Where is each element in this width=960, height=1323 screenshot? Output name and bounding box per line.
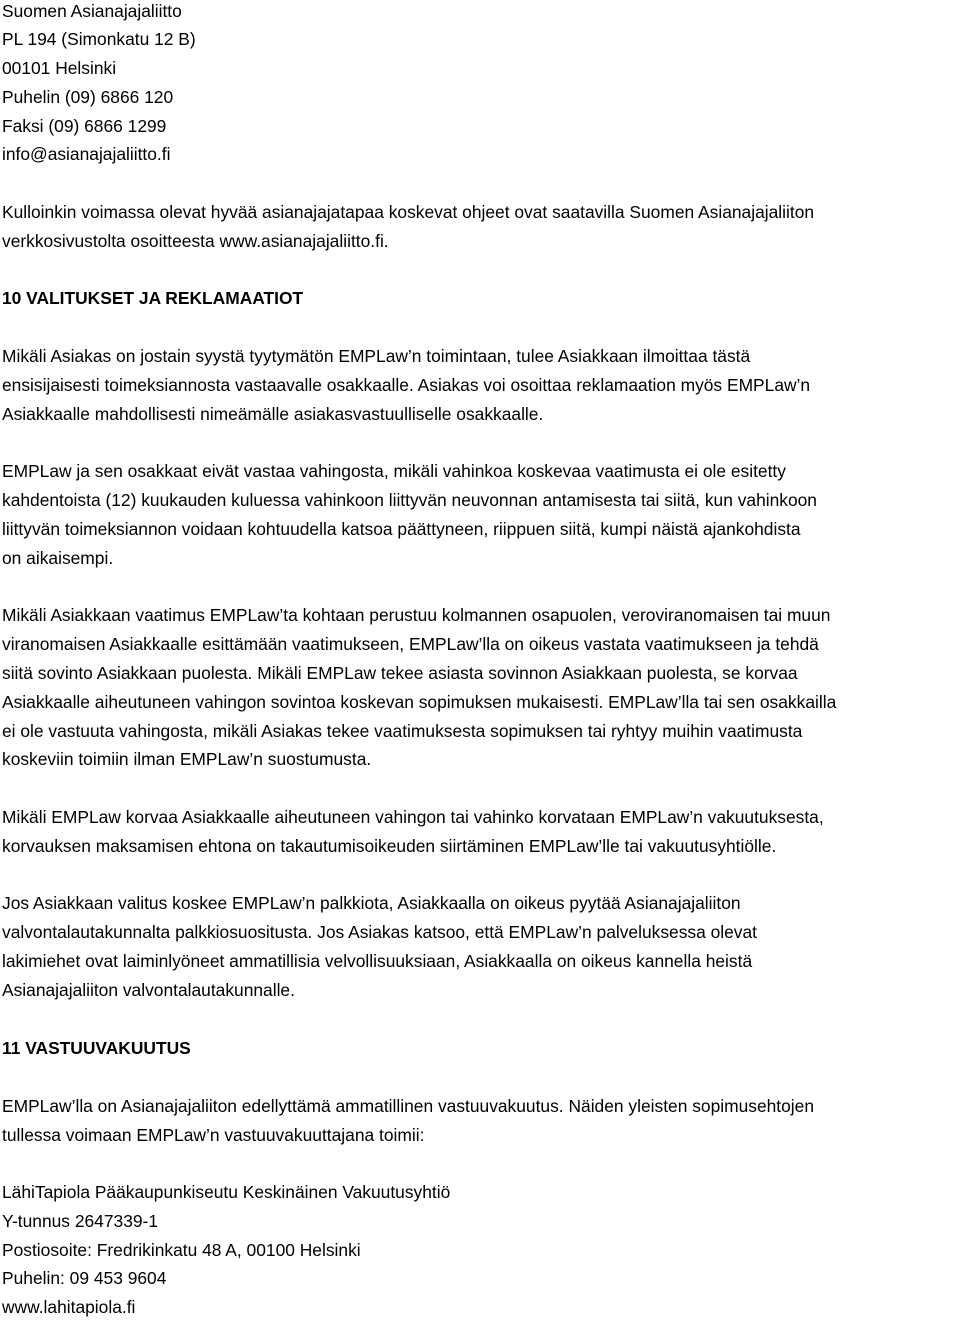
address-po-box: PL 194 (Simonkatu 12 B) xyxy=(2,29,196,49)
section-10-p5-line: lakimiehet ovat laiminlyöneet ammatillisia velvollisuuksiaan, Asiakkaalla on oikeus kannella heistä xyxy=(2,951,753,971)
section-10-p2-line: on aikaisempi. xyxy=(2,548,114,568)
insurer-address: Postiosoite: Fredrikinkatu 48 A, 00100 Helsinki xyxy=(2,1240,361,1260)
section-10-p3-line: siitä sovinto Asiakkaan puolesta. Mikäli EMPLaw tekee asiasta sovinnon Asiakkaan puolesta, se korvaa xyxy=(2,663,798,683)
insurer-website[interactable]: www.lahitapiola.fi xyxy=(2,1297,136,1317)
intro-line-1: Kulloinkin voimassa olevat hyvää asianajajatapaa koskevat ohjeet ovat saatavilla Suomen Asianajajaliiton xyxy=(2,202,815,222)
section-10-p1-line: Asiakkaalle mahdollisesti nimeämälle asiakasvastuulliselle osakkaalle. xyxy=(2,404,544,424)
section-10-p4-line: korvauksen maksamisen ehtona on takautumisoikeuden siirtäminen EMPLaw’lle tai vakuutusyhtiölle. xyxy=(2,836,777,856)
address-postal: 00101 Helsinki xyxy=(2,58,117,78)
address-org: Suomen Asianajajaliitto xyxy=(2,1,182,21)
section-10-p3-line: koskeviin toimiin ilman EMPLaw’n suostumusta. xyxy=(2,749,372,769)
section-10-p2-line: EMPLaw ja sen osakkaat eivät vastaa vahingosta, mikäli vahinkoa koskevaa vaatimusta ei ole esitetty xyxy=(2,461,786,481)
section-10-p2-line: liittyvän toimeksiannon voidaan kohtuudella katsoa päättyneen, riippuen siitä, kumpi näistä ajankohdista xyxy=(2,519,801,539)
address-email[interactable]: info@asianajajaliitto.fi xyxy=(2,144,171,164)
insurer-name: LähiTapiola Pääkaupunkiseutu Keskinäinen Vakuutusyhtiö xyxy=(2,1182,451,1202)
section-10-p5-line: Jos Asiakkaan valitus koskee EMPLaw’n palkkiota, Asiakkaalla on oikeus pyytää Asianajajaliiton xyxy=(2,893,741,913)
address-phone: Puhelin (09) 6866 120 xyxy=(2,87,174,107)
intro-line-2: verkkosivustolta osoitteesta www.asianajajaliitto.fi. xyxy=(2,231,389,251)
section-10-p1-line: Mikäli Asiakas on jostain syystä tyytymätön EMPLaw’n toimintaan, tulee Asiakkaan ilmoittaa tästä xyxy=(2,346,751,366)
section-11-heading: 11 VASTUUVAKUUTUS xyxy=(2,1038,191,1058)
insurer-phone: Puhelin: 09 453 9604 xyxy=(2,1268,167,1288)
section-11-p1-line: EMPLaw’lla on Asianajajaliiton edellyttämä ammatillinen vastuuvakuutus. Näiden yleisten sopimusehtojen xyxy=(2,1096,815,1116)
section-10-p4-line: Mikäli EMPLaw korvaa Asiakkaalle aiheutuneen vahingon tai vahinko korvataan EMPLaw’n vakuutuksesta, xyxy=(2,807,824,827)
section-10-p3-line: Asiakkaalle aiheutuneen vahingon sovintoa koskevan sopimuksen mukaisesti. EMPLaw’lla tai sen osakkailla xyxy=(2,692,837,712)
section-10-p3-line: Mikäli Asiakkaan vaatimus EMPLaw’ta kohtaan perustuu kolmannen osapuolen, veroviranomaisen tai muun xyxy=(2,605,831,625)
section-10-p3-line: ei ole vastuuta vahingosta, mikäli Asiakas tekee vaatimuksesta sopimuksen tai ryhtyy muihin vaatimusta xyxy=(2,721,803,741)
section-11-p1-line: tullessa voimaan EMPLaw’n vastuuvakuuttajana toimii: xyxy=(2,1125,425,1145)
section-10-p5-line: Asianajajaliiton valvontalautakunnalle. xyxy=(2,980,295,1000)
section-10-p1-line: ensisijaisesti toimeksiannosta vastaavalle osakkaalle. Asiakas voi osoittaa reklamaation myös EMPLaw’n xyxy=(2,375,811,395)
section-10-p3-line: viranomaisen Asiakkaalle esittämään vaatimukseen, EMPLaw’lla on oikeus vastata vaatimukseen ja tehdä xyxy=(2,634,819,654)
section-10-heading: 10 VALITUKSET JA REKLAMAATIOT xyxy=(2,288,304,308)
address-fax: Faksi (09) 6866 1299 xyxy=(2,116,167,136)
insurer-business-id: Y-tunnus 2647339-1 xyxy=(2,1211,159,1231)
section-10-p5-line: valvontalautakunnalta palkkiosuositusta. Jos Asiakas katsoo, että EMPLaw’n palveluksessa olevat xyxy=(2,922,757,942)
section-10-p2-line: kahdentoista (12) kuukauden kuluessa vahinkoon liittyvän neuvonnan antamisesta tai siitä, kun vahinkoon xyxy=(2,490,817,510)
